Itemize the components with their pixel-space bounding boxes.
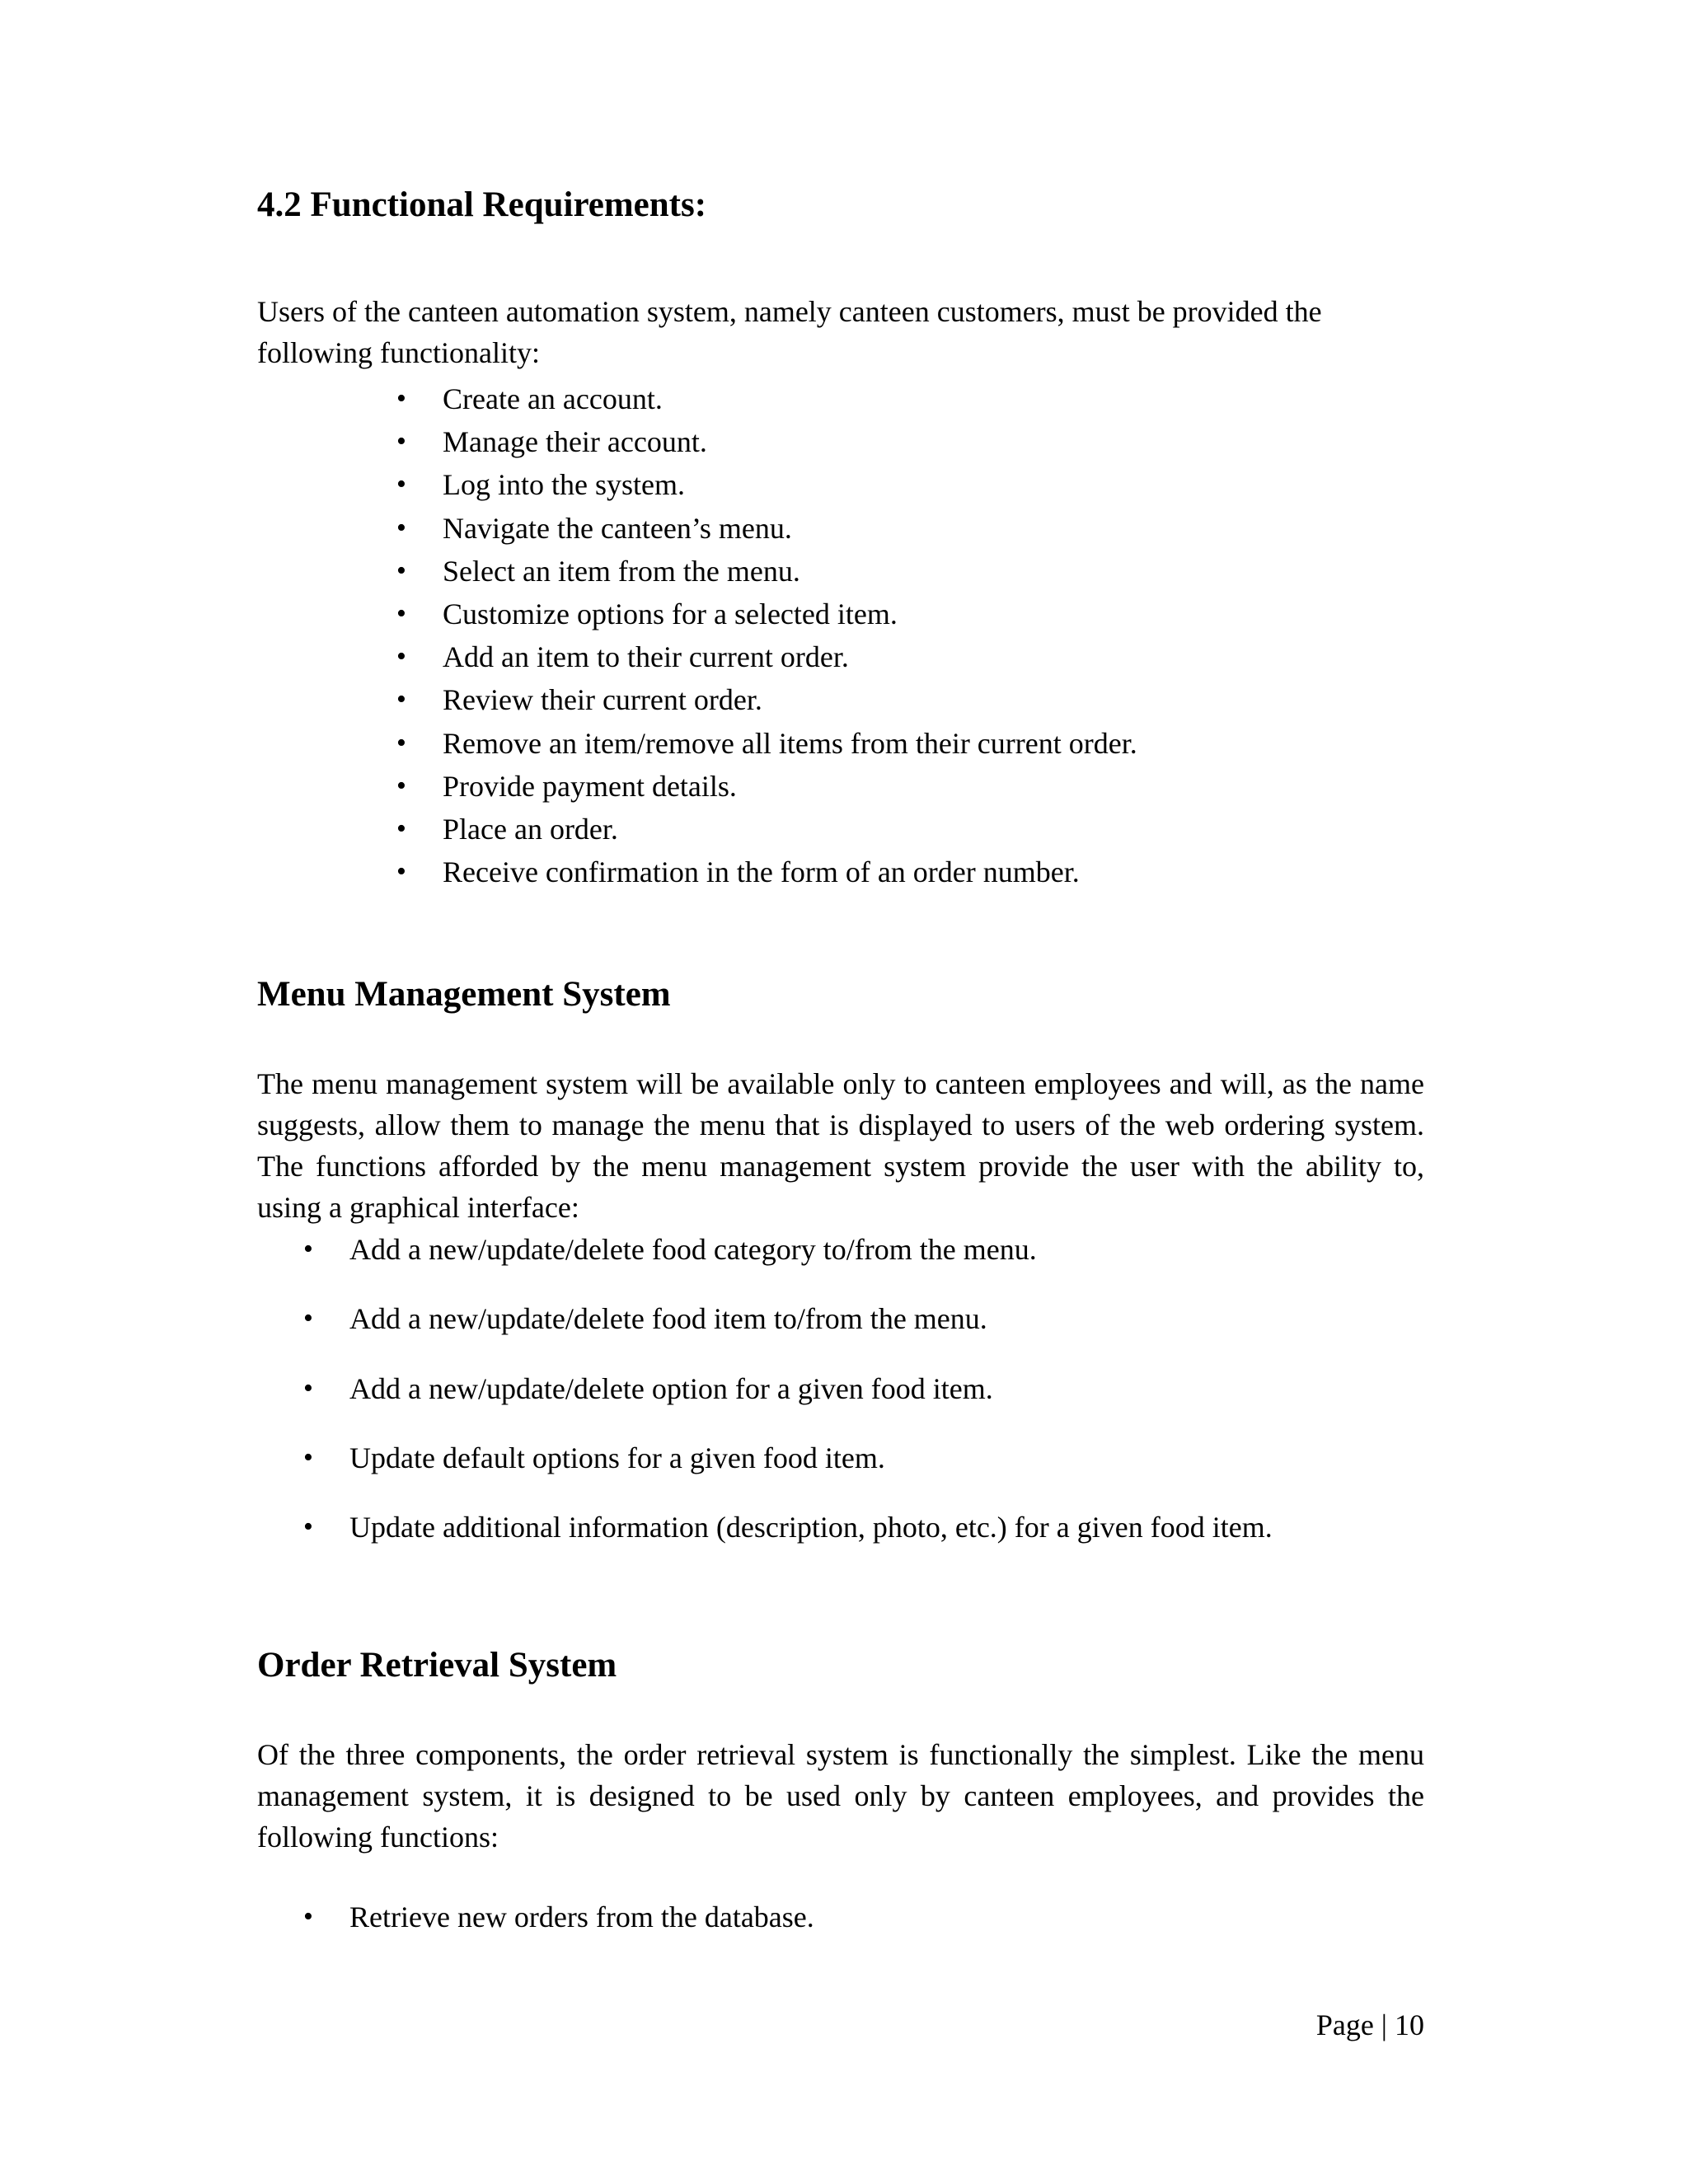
page-number: Page | 10 xyxy=(1315,2008,1424,2041)
list-item: • Add an item to their current order. xyxy=(443,635,1137,678)
bullet-icon: • xyxy=(396,383,406,414)
list-item: • Customize options for a selected item. xyxy=(443,593,1137,635)
list-item: • Add a new/update/delete option for a given food item. xyxy=(349,1366,1273,1435)
menu-management-paragraph: The menu management system will be available only to canteen employees and will, as the name suggests, allow them to manage the menu that is displayed to users of the web ordering system. The functions afforded by the menu management system provide the user with the ability to, using a graphical interface: xyxy=(257,1067,1424,1224)
bullet-icon: • xyxy=(396,856,406,888)
bullet-icon: • xyxy=(303,1303,313,1334)
list-item: • Select an item from the menu. xyxy=(443,550,1137,593)
bullet-icon: • xyxy=(303,1234,313,1264)
bullet-icon: • xyxy=(396,598,406,629)
list-item: • Navigate the canteen’s menu. xyxy=(443,507,1137,550)
bullet-icon: • xyxy=(303,1511,313,1543)
list-item: • Update default options for a given food item. xyxy=(349,1435,1273,1504)
list-item: • Manage their account. xyxy=(443,420,1137,463)
order-retrieval-paragraph: Of the three components, the order retrieval system is functionally the simplest. Like the menu management system, it is designed to be used only by canteen employees, and provides the following functions: xyxy=(257,1738,1424,1854)
list-item: • Retrieve new orders from the database. xyxy=(349,1894,814,1940)
bullet-icon: • xyxy=(396,770,406,801)
list-item: • Place an order. xyxy=(443,808,1137,851)
menu-management-functions-list xyxy=(303,1226,1273,1573)
list-item: • Add a new/update/delete food category to/from the menu. xyxy=(349,1226,1273,1296)
bullet-icon: • xyxy=(303,1441,313,1473)
bullet-icon: • xyxy=(303,1901,313,1932)
intro-paragraph: Users of the canteen automation system, namely canteen customers, must be provided the following functionality: xyxy=(257,295,1322,369)
list-item: • Log into the system. xyxy=(443,463,1137,506)
list-item: • Provide payment details. xyxy=(443,765,1137,808)
list-item: • Review their current order. xyxy=(443,678,1137,721)
section-heading-menu-management: Menu Management System xyxy=(257,975,671,1014)
section-heading-functional-requirements: 4.2 Functional Requirements: xyxy=(257,185,707,224)
bullet-icon: • xyxy=(396,512,406,543)
bullet-icon: • xyxy=(396,641,406,673)
list-item: • Remove an item/remove all items from their current order. xyxy=(443,722,1137,765)
list-item: • Add a new/update/delete food item to/from the menu. xyxy=(349,1296,1273,1365)
bullet-icon: • xyxy=(303,1372,313,1404)
bullet-icon: • xyxy=(396,684,406,715)
bullet-icon: • xyxy=(396,555,406,586)
bullet-icon: • xyxy=(396,727,406,758)
bullet-icon: • xyxy=(396,469,406,500)
bullet-icon: • xyxy=(396,426,406,457)
list-item: • Receive confirmation in the form of an order number. xyxy=(443,851,1137,893)
list-item: • Update additional information (description, photo, etc.) for a given food item. xyxy=(349,1504,1273,1573)
section-heading-order-retrieval: Order Retrieval System xyxy=(257,1646,617,1685)
order-retrieval-functions-list xyxy=(303,1894,814,1940)
list-item: • Create an account. xyxy=(443,377,1137,420)
customer-functionality-list xyxy=(396,377,1137,893)
bullet-icon: • xyxy=(396,813,406,844)
